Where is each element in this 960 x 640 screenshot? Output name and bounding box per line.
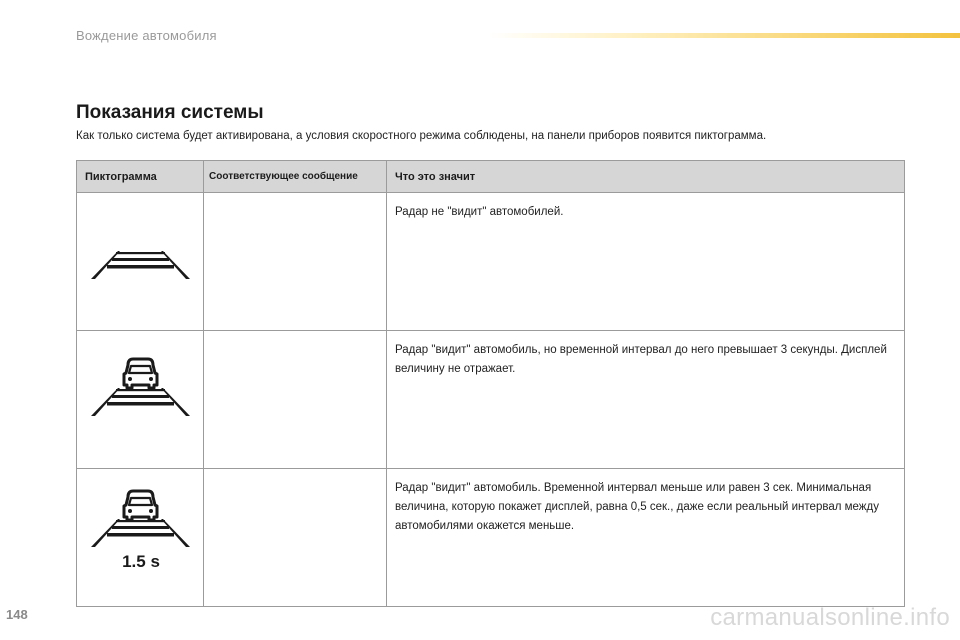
car-shape: [124, 359, 157, 388]
pictogram-cell: [77, 331, 204, 469]
interval-label: 1.5 s: [122, 552, 160, 571]
message-cell: [204, 331, 387, 469]
table-row: [77, 469, 905, 607]
section-title: Показания системы: [76, 102, 264, 123]
column-header-message: Соответствующее сообщение: [204, 161, 387, 193]
indicator-table: [76, 160, 905, 607]
pictogram-cell: [77, 469, 204, 607]
watermark: carmanualsonline.info: [710, 604, 950, 631]
message-cell: [204, 193, 387, 331]
lane-car-icon: [77, 331, 204, 458]
section-intro: Как только система будет активирована, а условия скоростного режима соблюдены, на панели приборов появится пиктограмма.: [76, 130, 767, 142]
meaning-cell: Радар "видит" автомобиль. Временной интервал меньше или равен 3 сек. Минимальная величина, которую покажет дисплей, равна 0,5 сек., даже если реальный интервал между автомобилями окажется меньше.: [387, 469, 905, 607]
chapter-title: Вождение автомобиля: [76, 28, 217, 43]
car-shape: [124, 491, 157, 520]
meaning-cell: Радар не "видит" автомобилей.: [387, 193, 905, 331]
table-header-row: [77, 161, 905, 193]
header-accent-bar: [488, 33, 960, 38]
meaning-cell: Радар "видит" автомобиль, но временной интервал до него превышает 3 секунды. Дисплей величину не отражает.: [387, 331, 905, 469]
message-cell: [204, 469, 387, 607]
page-number: 148: [6, 607, 28, 622]
lane-empty-icon: [77, 193, 204, 320]
column-header-meaning: Что это значит: [387, 161, 905, 193]
table-row: [77, 331, 905, 469]
pictogram-cell: [77, 193, 204, 331]
lane-car-interval-icon: [77, 469, 204, 596]
table-row: [77, 193, 905, 331]
column-header-pictogram: Пиктограмма: [77, 161, 204, 193]
